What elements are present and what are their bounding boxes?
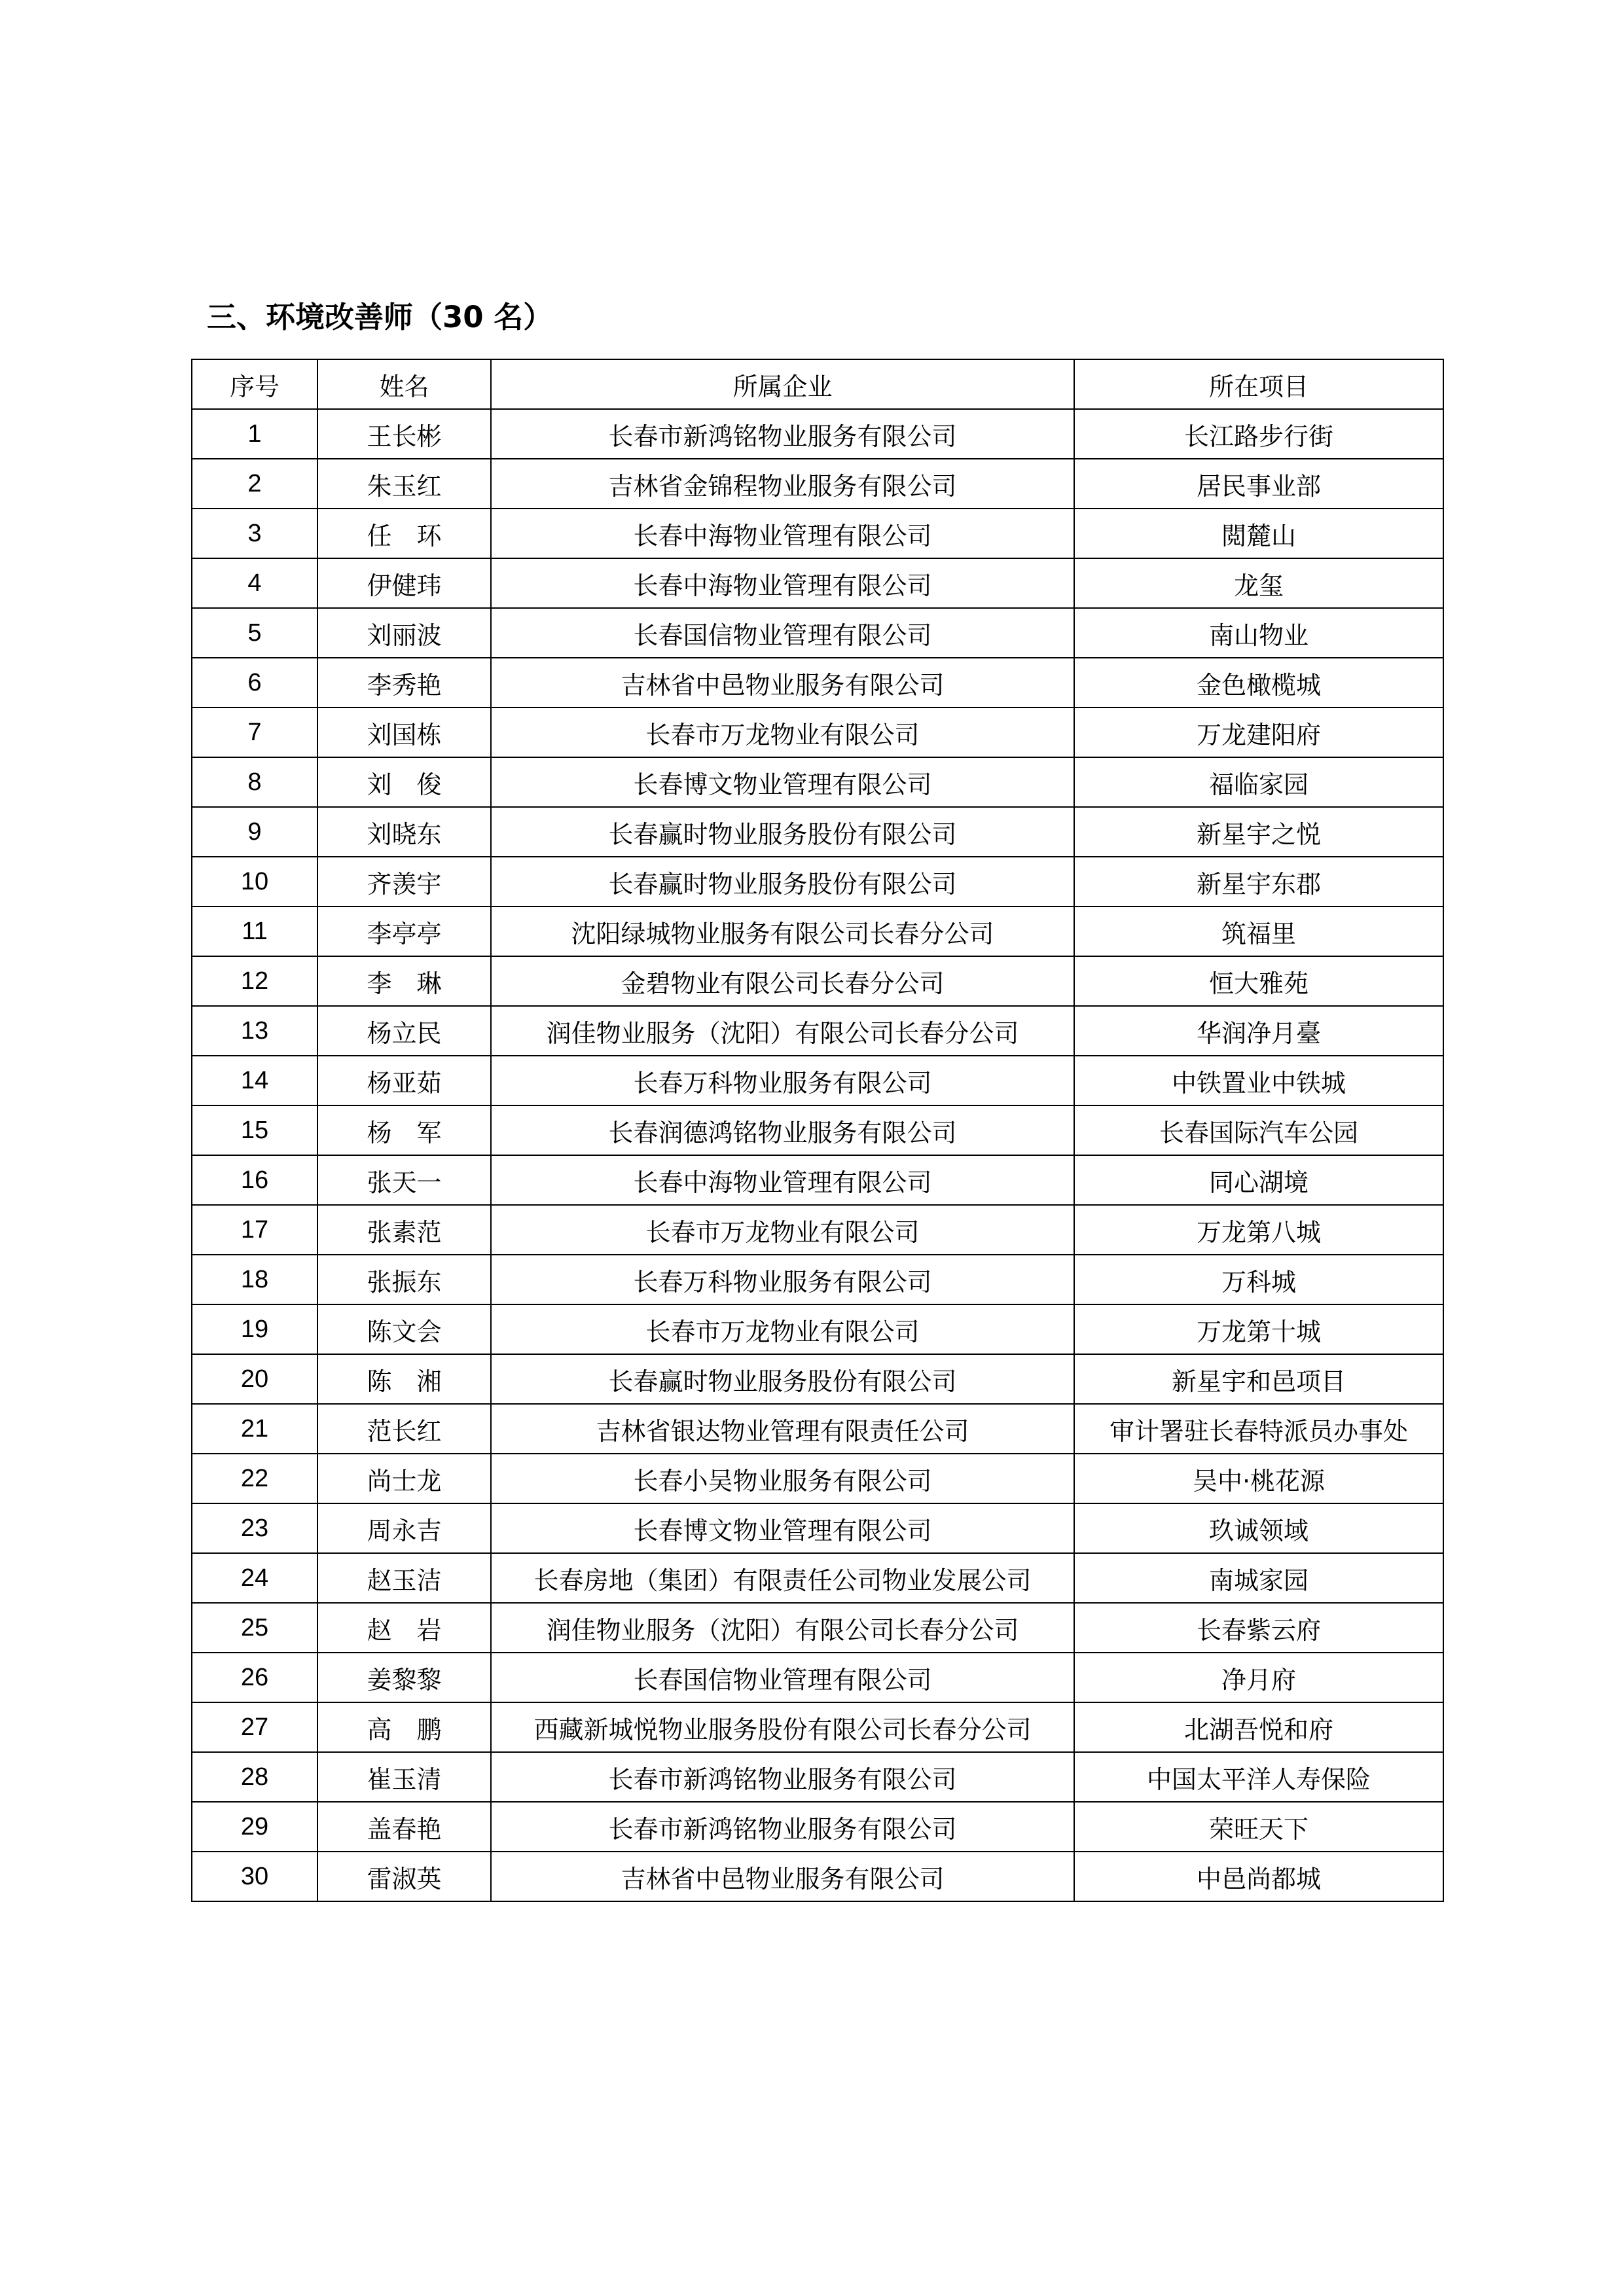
section-title: 三、环境改善师（30 名） — [207, 300, 553, 334]
cell-project: 长江路步行街 — [1074, 409, 1443, 459]
cell-name: 李 琳 — [317, 956, 491, 1006]
table-row — [192, 1354, 1443, 1404]
cell-project: 居民事业部 — [1074, 459, 1443, 509]
cell-number: 29 — [192, 1802, 317, 1852]
table-row — [192, 558, 1443, 608]
cell-number: 25 — [192, 1603, 317, 1653]
cell-name: 陈文会 — [317, 1304, 491, 1354]
table-row — [192, 1006, 1443, 1056]
cell-project: 万龙第八城 — [1074, 1205, 1443, 1255]
cell-company: 长春赢时物业服务股份有限公司 — [491, 1354, 1074, 1404]
cell-company: 吉林省银达物业管理有限责任公司 — [491, 1404, 1074, 1454]
cell-project: 筑福里 — [1074, 906, 1443, 956]
cell-project: 龙玺 — [1074, 558, 1443, 608]
cell-number: 12 — [192, 956, 317, 1006]
cell-company: 金碧物业有限公司长春分公司 — [491, 956, 1074, 1006]
cell-number: 8 — [192, 757, 317, 807]
table-row — [192, 1155, 1443, 1205]
cell-number: 21 — [192, 1404, 317, 1454]
cell-project: 閲麓山 — [1074, 509, 1443, 558]
cell-name: 张素范 — [317, 1205, 491, 1255]
cell-project: 万龙建阳府 — [1074, 708, 1443, 757]
table-row — [192, 956, 1443, 1006]
table-row — [192, 1503, 1443, 1553]
cell-company: 长春市万龙物业有限公司 — [491, 1205, 1074, 1255]
cell-name: 张天一 — [317, 1155, 491, 1205]
header-number: 序号 — [192, 359, 317, 409]
table-row — [192, 1255, 1443, 1304]
cell-number: 13 — [192, 1006, 317, 1056]
cell-company: 长春房地（集团）有限责任公司物业发展公司 — [491, 1553, 1074, 1603]
table-row — [192, 906, 1443, 956]
table-row — [192, 1105, 1443, 1155]
cell-project: 净月府 — [1074, 1653, 1443, 1702]
table-row — [192, 1056, 1443, 1105]
cell-company: 长春中海物业管理有限公司 — [491, 1155, 1074, 1205]
cell-company: 长春万科物业服务有限公司 — [491, 1056, 1074, 1105]
cell-name: 杨 军 — [317, 1105, 491, 1155]
cell-project: 万科城 — [1074, 1255, 1443, 1304]
cell-project: 南山物业 — [1074, 608, 1443, 658]
cell-name: 任 环 — [317, 509, 491, 558]
cell-number: 22 — [192, 1454, 317, 1503]
cell-company: 长春润德鸿铭物业服务有限公司 — [491, 1105, 1074, 1155]
cell-project: 南城家园 — [1074, 1553, 1443, 1603]
cell-name: 王长彬 — [317, 409, 491, 459]
cell-number: 19 — [192, 1304, 317, 1354]
cell-name: 伊健玮 — [317, 558, 491, 608]
cell-number: 1 — [192, 409, 317, 459]
cell-company: 长春国信物业管理有限公司 — [491, 608, 1074, 658]
cell-company: 长春中海物业管理有限公司 — [491, 558, 1074, 608]
cell-company: 润佳物业服务（沈阳）有限公司长春分公司 — [491, 1603, 1074, 1653]
cell-project: 北湖吾悦和府 — [1074, 1702, 1443, 1752]
cell-project: 审计署驻长春特派员办事处 — [1074, 1404, 1443, 1454]
cell-number: 5 — [192, 608, 317, 658]
header-company: 所属企业 — [491, 359, 1074, 409]
cell-number: 24 — [192, 1553, 317, 1603]
cell-name: 赵玉洁 — [317, 1553, 491, 1603]
staff-table — [191, 359, 1444, 1902]
cell-company: 长春市新鸿铭物业服务有限公司 — [491, 1802, 1074, 1852]
table-row — [192, 807, 1443, 857]
cell-project: 吴中·桃花源 — [1074, 1454, 1443, 1503]
cell-number: 27 — [192, 1702, 317, 1752]
cell-company: 长春赢时物业服务股份有限公司 — [491, 857, 1074, 906]
cell-name: 朱玉红 — [317, 459, 491, 509]
cell-number: 10 — [192, 857, 317, 906]
cell-project: 恒大雅苑 — [1074, 956, 1443, 1006]
cell-company: 吉林省金锦程物业服务有限公司 — [491, 459, 1074, 509]
cell-project: 福临家园 — [1074, 757, 1443, 807]
table-row — [192, 1603, 1443, 1653]
cell-company: 长春国信物业管理有限公司 — [491, 1653, 1074, 1702]
cell-name: 陈 湘 — [317, 1354, 491, 1404]
cell-project: 新星宇和邑项目 — [1074, 1354, 1443, 1404]
cell-name: 刘 俊 — [317, 757, 491, 807]
cell-project: 中铁置业中铁城 — [1074, 1056, 1443, 1105]
cell-name: 刘丽波 — [317, 608, 491, 658]
table-row — [192, 459, 1443, 509]
cell-number: 20 — [192, 1354, 317, 1404]
cell-company: 长春赢时物业服务股份有限公司 — [491, 807, 1074, 857]
cell-company: 沈阳绿城物业服务有限公司长春分公司 — [491, 906, 1074, 956]
table-row — [192, 1454, 1443, 1503]
cell-company: 西藏新城悦物业服务股份有限公司长春分公司 — [491, 1702, 1074, 1752]
cell-name: 高 鹏 — [317, 1702, 491, 1752]
cell-name: 雷淑英 — [317, 1852, 491, 1901]
cell-number: 11 — [192, 906, 317, 956]
table-row — [192, 1553, 1443, 1603]
table-row — [192, 1653, 1443, 1702]
table-row — [192, 658, 1443, 708]
cell-name: 周永吉 — [317, 1503, 491, 1553]
cell-company: 长春市万龙物业有限公司 — [491, 708, 1074, 757]
cell-company: 长春市新鸿铭物业服务有限公司 — [491, 409, 1074, 459]
table-body — [192, 409, 1443, 1901]
cell-number: 28 — [192, 1752, 317, 1802]
cell-number: 3 — [192, 509, 317, 558]
cell-company: 长春中海物业管理有限公司 — [491, 509, 1074, 558]
cell-number: 9 — [192, 807, 317, 857]
cell-name: 盖春艳 — [317, 1802, 491, 1852]
cell-name: 杨立民 — [317, 1006, 491, 1056]
cell-number: 17 — [192, 1205, 317, 1255]
cell-name: 齐羡宇 — [317, 857, 491, 906]
cell-project: 长春国际汽车公园 — [1074, 1105, 1443, 1155]
cell-company: 吉林省中邑物业服务有限公司 — [491, 1852, 1074, 1901]
cell-name: 李亭亭 — [317, 906, 491, 956]
cell-number: 30 — [192, 1852, 317, 1901]
cell-name: 赵 岩 — [317, 1603, 491, 1653]
table-row — [192, 1205, 1443, 1255]
cell-number: 6 — [192, 658, 317, 708]
cell-project: 玖诚领域 — [1074, 1503, 1443, 1553]
table-row — [192, 708, 1443, 757]
cell-number: 23 — [192, 1503, 317, 1553]
table-row — [192, 509, 1443, 558]
table-row — [192, 1404, 1443, 1454]
table-row — [192, 1304, 1443, 1354]
cell-company: 润佳物业服务（沈阳）有限公司长春分公司 — [491, 1006, 1074, 1056]
cell-project: 中邑尚都城 — [1074, 1852, 1443, 1901]
cell-project: 万龙第十城 — [1074, 1304, 1443, 1354]
cell-project: 荣旺天下 — [1074, 1802, 1443, 1852]
cell-number: 14 — [192, 1056, 317, 1105]
cell-number: 26 — [192, 1653, 317, 1702]
cell-project: 中国太平洋人寿保险 — [1074, 1752, 1443, 1802]
cell-name: 崔玉清 — [317, 1752, 491, 1802]
cell-project: 新星宇之悦 — [1074, 807, 1443, 857]
cell-number: 15 — [192, 1105, 317, 1155]
cell-number: 7 — [192, 708, 317, 757]
table-row — [192, 857, 1443, 906]
table-row — [192, 1802, 1443, 1852]
table-row — [192, 608, 1443, 658]
cell-company: 长春万科物业服务有限公司 — [491, 1255, 1074, 1304]
cell-number: 2 — [192, 459, 317, 509]
cell-project: 华润净月臺 — [1074, 1006, 1443, 1056]
cell-name: 李秀艳 — [317, 658, 491, 708]
header-project: 所在项目 — [1074, 359, 1443, 409]
cell-name: 姜黎黎 — [317, 1653, 491, 1702]
cell-number: 18 — [192, 1255, 317, 1304]
cell-company: 长春市新鸿铭物业服务有限公司 — [491, 1752, 1074, 1802]
cell-number: 4 — [192, 558, 317, 608]
cell-project: 同心湖境 — [1074, 1155, 1443, 1205]
cell-project: 新星宇东郡 — [1074, 857, 1443, 906]
cell-number: 16 — [192, 1155, 317, 1205]
cell-company: 长春市万龙物业有限公司 — [491, 1304, 1074, 1354]
cell-name: 尚士龙 — [317, 1454, 491, 1503]
table-row — [192, 757, 1443, 807]
table-header-row — [192, 359, 1443, 409]
cell-name: 范长红 — [317, 1404, 491, 1454]
table-row — [192, 409, 1443, 459]
cell-name: 杨亚茹 — [317, 1056, 491, 1105]
cell-name: 张振东 — [317, 1255, 491, 1304]
cell-company: 长春博文物业管理有限公司 — [491, 757, 1074, 807]
cell-project: 金色橄榄城 — [1074, 658, 1443, 708]
cell-project: 长春紫云府 — [1074, 1603, 1443, 1653]
header-name: 姓名 — [317, 359, 491, 409]
cell-name: 刘国栋 — [317, 708, 491, 757]
cell-name: 刘晓东 — [317, 807, 491, 857]
cell-company: 长春小吴物业服务有限公司 — [491, 1454, 1074, 1503]
cell-company: 长春博文物业管理有限公司 — [491, 1503, 1074, 1553]
cell-company: 吉林省中邑物业服务有限公司 — [491, 658, 1074, 708]
table-row — [192, 1852, 1443, 1901]
table-row — [192, 1702, 1443, 1752]
table-row — [192, 1752, 1443, 1802]
